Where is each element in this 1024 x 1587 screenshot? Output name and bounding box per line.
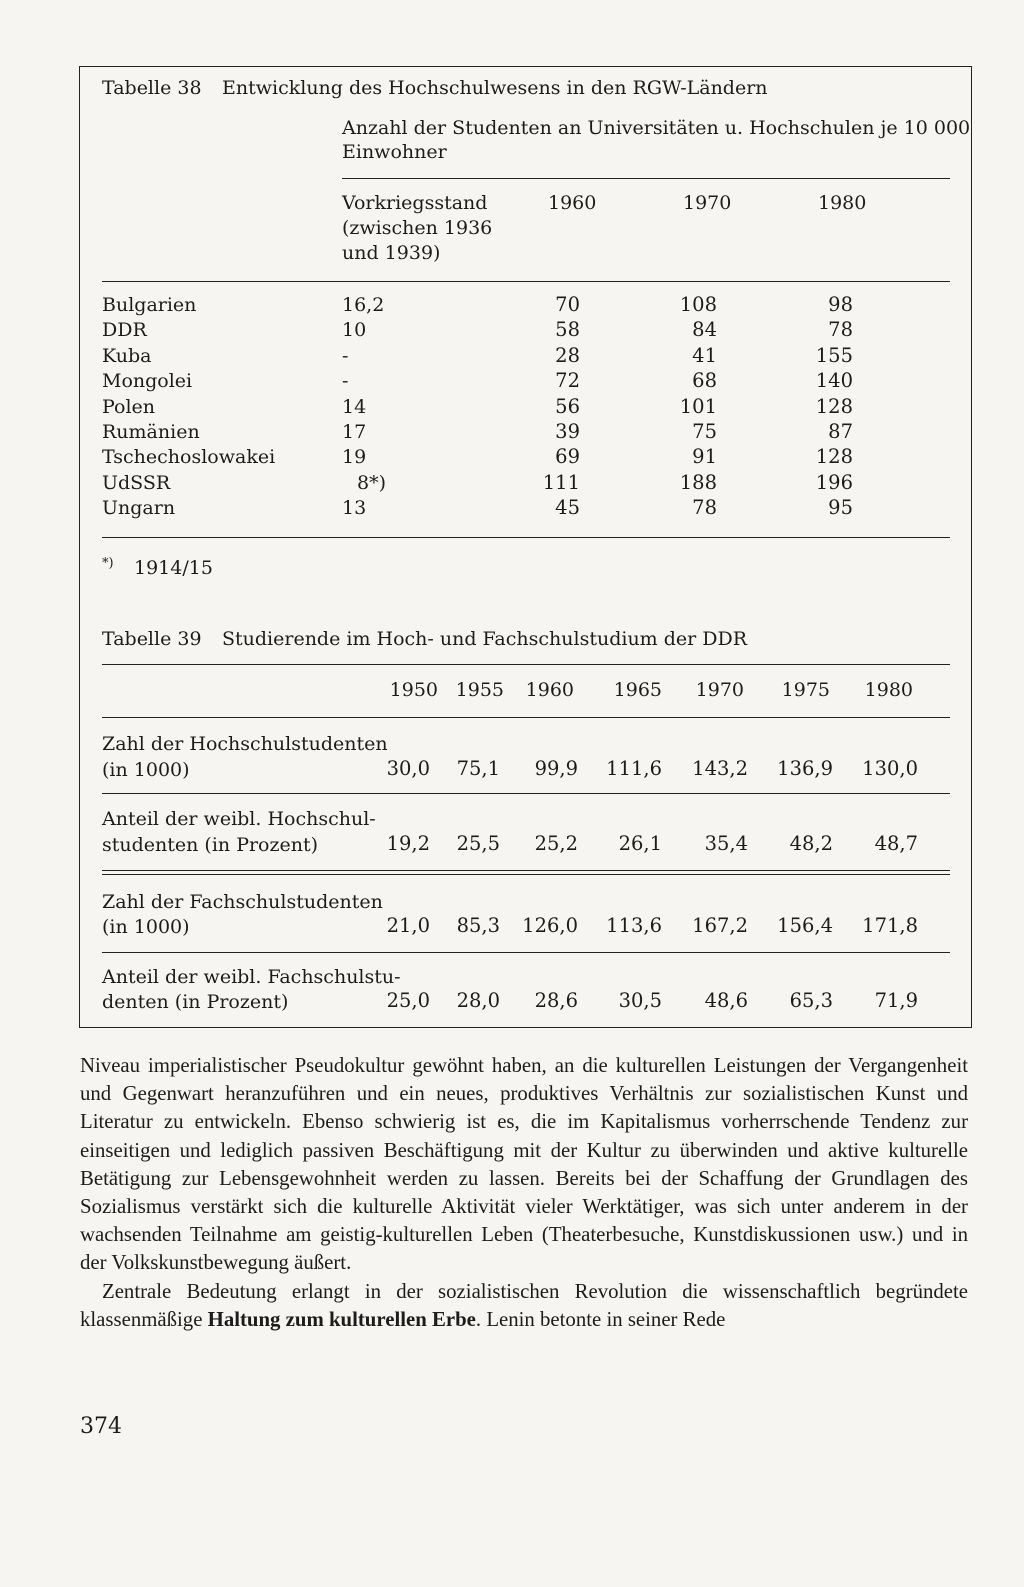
value-1970: 75 (692, 420, 717, 443)
table39-rule-3 (102, 952, 950, 953)
value-1965: 26,1 (618, 832, 662, 855)
value-1960: 99,9 (534, 757, 578, 780)
value-1975: 65,3 (789, 989, 833, 1012)
value-1980: 95 (828, 496, 853, 519)
country-name: Bulgarien (102, 294, 197, 316)
row-label-line2: (in 1000) (102, 759, 190, 781)
body-text (80, 1052, 968, 1334)
row-label-line1: Anteil der weibl. Fachschulstu- (102, 966, 401, 988)
table39-rule-top (102, 664, 950, 665)
table38-subtitle-1: Anzahl der Studenten an Universitäten u. Hochschulen je 10 000 (342, 117, 971, 139)
value-1960: 39 (555, 420, 580, 443)
prewar-value: 19 (342, 446, 367, 468)
table38-label: Tabelle 38 (102, 77, 202, 99)
value-1980: 98 (828, 293, 853, 316)
table39-label: Tabelle 39 (102, 628, 202, 650)
table38-col-prewar-2: (zwischen 1936 (342, 217, 493, 239)
prewar-value: - (342, 370, 349, 392)
value-1960: 56 (555, 395, 580, 418)
table38-col-prewar-3: und 1939) (342, 242, 441, 264)
value-1950: 21,0 (386, 914, 430, 937)
value-1960: 126,0 (522, 914, 578, 937)
value-1950: 25,0 (386, 989, 430, 1012)
value-1950: 19,2 (386, 832, 430, 855)
country-name: Rumänien (102, 421, 200, 443)
page-number: 374 (80, 1414, 122, 1439)
value-1980: 140 (815, 369, 853, 392)
year-header: 1955 (455, 679, 504, 701)
year-header: 1975 (781, 679, 830, 701)
value-1970: 78 (692, 496, 717, 519)
table38-title: Entwicklung des Hochschulwesens in den RGW-Ländern (222, 77, 768, 99)
value-1960: 28,6 (534, 989, 578, 1012)
country-name: Ungarn (102, 497, 176, 519)
country-name: Polen (102, 396, 156, 418)
value-1970: 108 (679, 293, 717, 316)
value-1980: 155 (815, 344, 853, 367)
value-1980: 48,7 (874, 832, 918, 855)
value-1960: 72 (555, 369, 580, 392)
value-1970: 188 (679, 471, 717, 494)
year-header: 1960 (525, 679, 574, 701)
value-1975: 156,4 (777, 914, 833, 937)
table38-rule-top (342, 178, 950, 179)
paragraph-2 (80, 1278, 968, 1334)
value-1970: 143,2 (692, 757, 748, 780)
prewar-value: 8*) (356, 472, 386, 494)
table38-col-prewar-1: Vorkriegsstand (342, 192, 488, 214)
prewar-value: 10 (342, 319, 367, 341)
value-1970: 48,6 (704, 989, 748, 1012)
row-label-line1: Zahl der Hochschulstudenten (102, 733, 388, 755)
table39-double-rule (102, 870, 950, 875)
table38-col-1960: 1960 (548, 192, 597, 214)
year-header: 1970 (695, 679, 744, 701)
row-label-line2: denten (in Prozent) (102, 991, 289, 1013)
value-1980: 171,8 (862, 914, 918, 937)
value-1955: 85,3 (456, 914, 500, 937)
prewar-value: 16,2 (342, 294, 385, 316)
table39-rule-header (102, 717, 950, 718)
row-label-line2: (in 1000) (102, 916, 190, 938)
paragraph-1: Niveau imperialistischer Pseudokultur gewöhnt haben, an die kulturellen Leistungen der Vergangenheit und Gegenwart heranzuführen und ein neues, produktives Verhältnis zur sozialistischen Kunst und Literatur zu entwickeln. Ebenso schwierig ist es, die im Kapitalismus vorherrschende Tendenz zur einseitigen und lediglich passiven Beschäftigung mit der Kultur zu überwinden und aktive kulturelle Betätigung zur Lebensgewohnheit werden zu lassen. Bereits bei der Schaffung der Grundlagen des Sozialismus verstärkt sich die kulturelle Aktivität vieler Werktätiger, was sich unter anderem in der wachsenden Teilnahme am geistig-kulturellen Leben (Theaterbesuche, Kunstdiskussionen usw.) und in der Volkskunstbewegung äußert. (80, 1054, 968, 1275)
value-1960: 45 (555, 496, 580, 519)
value-1975: 136,9 (777, 757, 833, 780)
country-name: UdSSR (102, 472, 171, 494)
value-1955: 25,5 (456, 832, 500, 855)
table38-subtitle-2: Einwohner (342, 141, 447, 163)
country-name: DDR (102, 319, 147, 341)
value-1970: 91 (692, 445, 717, 468)
row-label-line1: Zahl der Fachschulstudenten (102, 891, 383, 913)
prewar-value: - (342, 345, 349, 367)
paragraph-2-bold: Haltung zum kulturellen Erbe (207, 1307, 476, 1331)
paragraph-2-start: Zentrale Bedeutung erlangt in der sozialistischen Revolution die wissenschaftlich begründete klassenmäßige (80, 1279, 968, 1331)
table38-col-1970: 1970 (683, 192, 732, 214)
value-1965: 111,6 (606, 757, 662, 780)
prewar-value: 13 (342, 497, 367, 519)
value-1965: 113,6 (606, 914, 662, 937)
value-1975: 48,2 (789, 832, 833, 855)
value-1970: 101 (679, 395, 717, 418)
table38-rule-header (102, 281, 950, 282)
table39-rule-1 (102, 793, 950, 794)
value-1960: 70 (555, 293, 580, 316)
value-1970: 167,2 (692, 914, 748, 937)
value-1950: 30,0 (386, 757, 430, 780)
prewar-value: 14 (342, 396, 367, 418)
value-1955: 28,0 (456, 989, 500, 1012)
value-1980: 87 (828, 420, 853, 443)
row-label-line1: Anteil der weibl. Hochschul- (102, 808, 376, 830)
value-1980: 196 (815, 471, 853, 494)
year-header: 1950 (389, 679, 438, 701)
value-1960: 111 (542, 471, 580, 494)
value-1970: 41 (692, 344, 717, 367)
value-1980: 130,0 (862, 757, 918, 780)
value-1970: 84 (692, 318, 717, 341)
value-1960: 28 (555, 344, 580, 367)
row-label-line2: studenten (in Prozent) (102, 834, 319, 856)
value-1960: 25,2 (534, 832, 578, 855)
prewar-value: 17 (342, 421, 367, 443)
value-1965: 30,5 (618, 989, 662, 1012)
country-name: Mongolei (102, 370, 193, 392)
paragraph-2-end: . Lenin betonte in seiner Rede (475, 1307, 726, 1331)
value-1960: 69 (555, 445, 580, 468)
footnote-mark: *) (102, 556, 114, 571)
country-name: Tschechoslowakei (102, 446, 276, 468)
value-1970: 35,4 (704, 832, 748, 855)
value-1980: 128 (815, 395, 853, 418)
table38-rule-bottom (102, 537, 950, 538)
year-header: 1965 (613, 679, 662, 701)
value-1955: 75,1 (456, 757, 500, 780)
footnote-text: 1914/15 (134, 557, 213, 579)
value-1980: 128 (815, 445, 853, 468)
value-1970: 68 (692, 369, 717, 392)
value-1980: 71,9 (874, 989, 918, 1012)
year-header: 1980 (864, 679, 913, 701)
value-1960: 58 (555, 318, 580, 341)
value-1980: 78 (828, 318, 853, 341)
table39-title: Studierende im Hoch- und Fachschulstudium der DDR (222, 628, 748, 650)
country-name: Kuba (102, 345, 152, 367)
table38-col-1980: 1980 (818, 192, 867, 214)
